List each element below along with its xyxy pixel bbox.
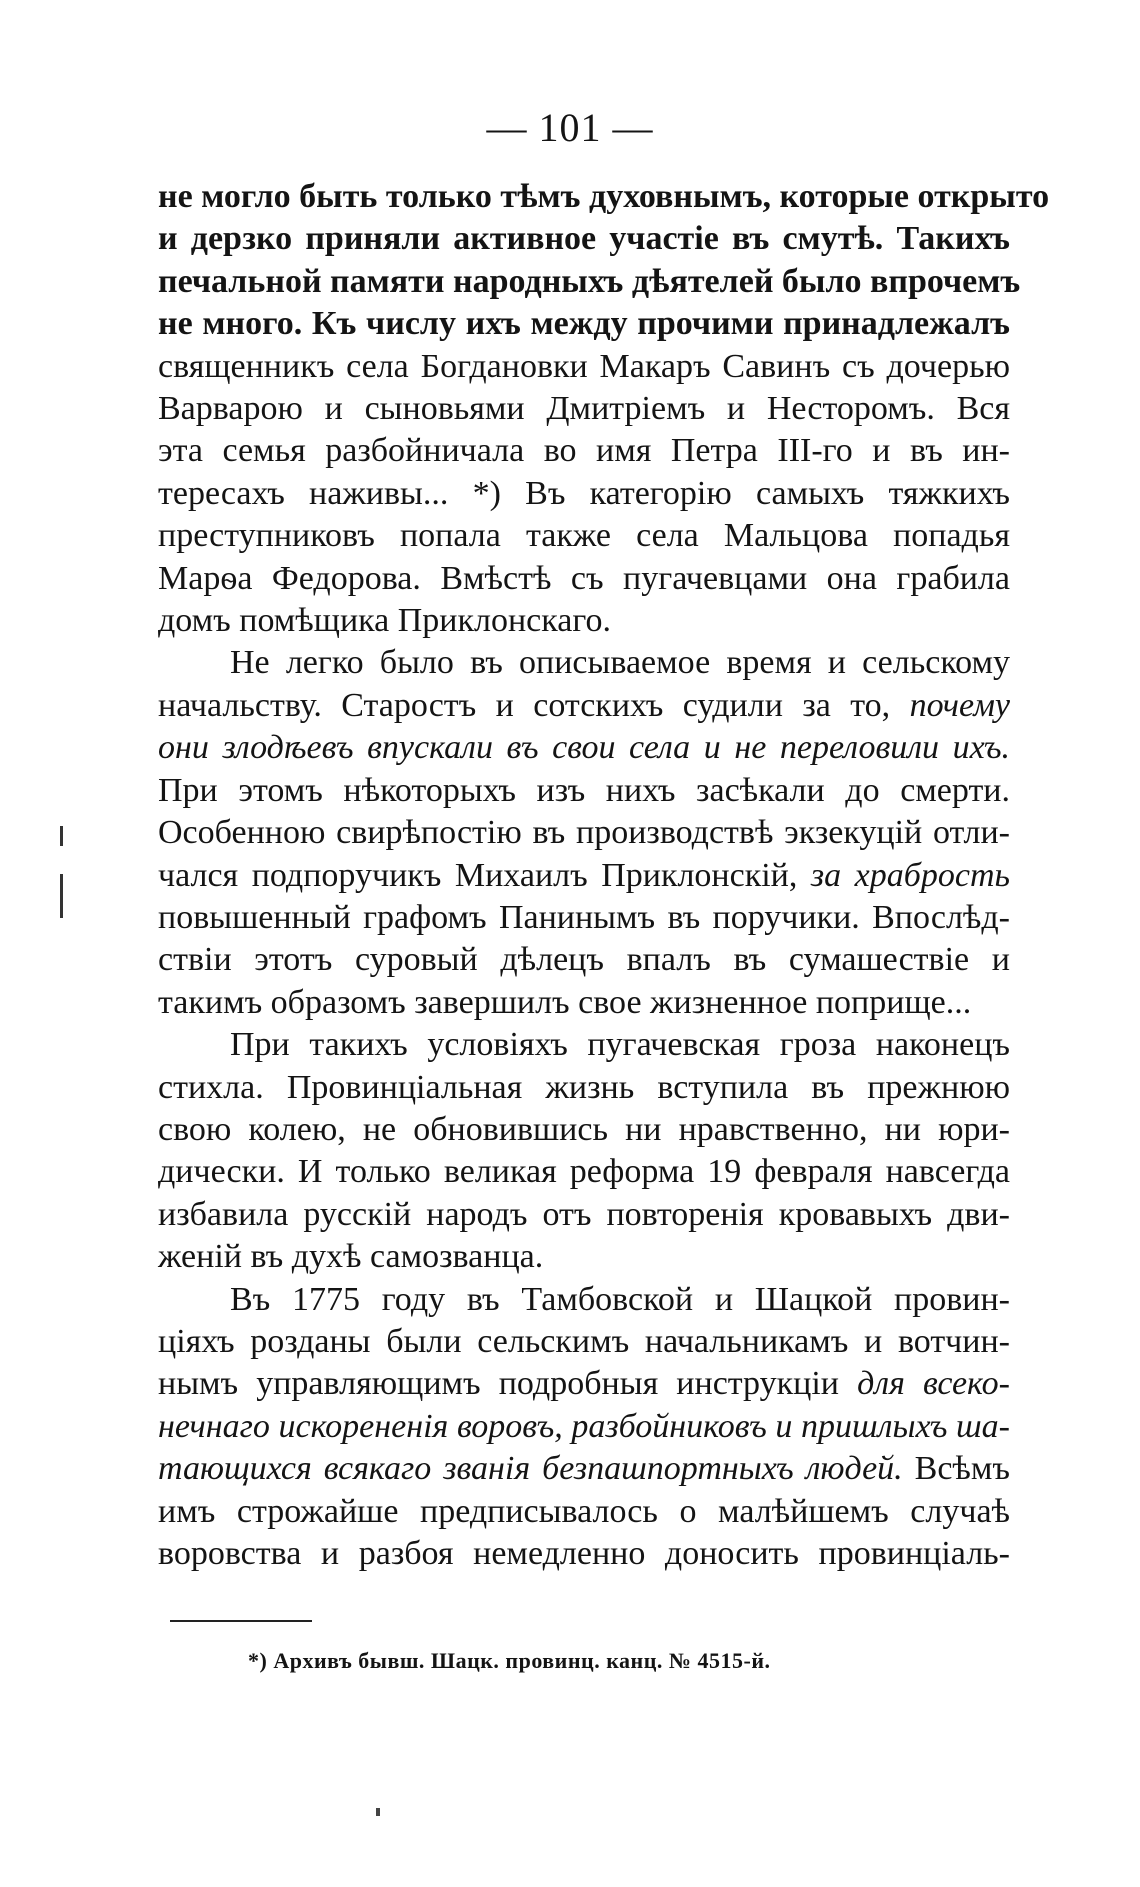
paragraph-3 [158, 1024, 1010, 1278]
text-line: Особенною свирѣпостію въ производствѣ экзекуцій отли- [158, 814, 1010, 852]
text-line [158, 1448, 1010, 1490]
text-line: имъ строжайше предписывалось о малѣйшемъ случаѣ [158, 1492, 1010, 1530]
text-line: повышенный графомъ Панинымъ въ поручики. Впослѣд- [158, 898, 1010, 936]
text-line [158, 855, 1010, 897]
text-line: воровства и разбоя немедленно доносить провинціаль- [158, 1535, 1010, 1572]
text-line: Марѳа Федорова. Вмѣстѣ съ пугачевцами она грабила [158, 559, 1010, 597]
italic-text: за храбрость [810, 856, 1010, 894]
paragraph-1 [158, 176, 1050, 642]
text-line: дически. И только великая реформа 19 февраля навсегда [158, 1153, 1010, 1191]
text-line: не могло быть только тѣмъ духовнымъ, которые открыто [158, 178, 1050, 215]
text-line: избавила русскій народъ отъ повторенія кровавыхъ дви- [158, 1195, 1010, 1233]
text-line: Въ 1775 году въ Тамбовской и Шацкой провин- [230, 1280, 1010, 1318]
italic-text-line: они злодѣевъ впускали въ свои села и не переловили ихъ. [158, 729, 1010, 767]
text-line: и дерзко приняли активное участіе въ смутѣ. Такихъ [158, 220, 1010, 258]
text-line: При этомъ нѣкоторыхъ изъ нихъ засѣкали до смерти. [158, 771, 1010, 809]
text-line: домъ помѣщика Приклонскаго. [158, 602, 611, 640]
page-number: — 101 — [486, 105, 654, 150]
text-segment: Всѣмъ [902, 1450, 1010, 1488]
text-line: преступниковъ попала также села Мальцова попадья [158, 517, 1010, 555]
italic-text: тающихся всякаго званія безпашпортныхъ людей. [158, 1450, 903, 1488]
body-text [158, 176, 1050, 1575]
text-line: ціяхъ розданы были сельскимъ начальникамъ и вотчин- [158, 1322, 1010, 1360]
stray-dot [376, 1808, 380, 1816]
text-segment: начальству. Старостъ и сотскихъ судили за то, [158, 686, 910, 724]
italic-text-line: нечнаго искорененія воровъ, разбойниковъ и пришлыхъ ша- [158, 1407, 1010, 1445]
italic-text: почему [909, 686, 1010, 724]
text-line: женій въ духѣ самозванца. [158, 1238, 544, 1276]
paragraph-4 [158, 1279, 1010, 1576]
text-segment: нымъ управляющимъ подробныя инструкціи [158, 1365, 858, 1403]
text-line: стихла. Провинціальная жизнь вступила въ прежнюю [158, 1068, 1010, 1106]
text-line: не много. Къ числу ихъ между прочими принадлежалъ [158, 305, 1010, 343]
text-line: При такихъ условіяхъ пугачевская гроза наконецъ [230, 1026, 1010, 1064]
italic-text: для всеко- [857, 1365, 1010, 1403]
text-line: Не легко было въ описываемое время и сельскому [230, 644, 1010, 682]
text-segment: чался подпоручикъ Михаилъ Приклонскій, [158, 856, 811, 894]
text-line [158, 1363, 1010, 1405]
text-line [158, 685, 1010, 727]
text-line: священникъ села Богдановки Макаръ Савинъ съ дочерью [158, 347, 1010, 385]
text-line: такимъ образомъ завершилъ свое жизненное поприще... [158, 983, 972, 1021]
text-line: свою колею, не обновившись ни нравственно, ни юри- [158, 1110, 1010, 1148]
footnote-divider [170, 1620, 312, 1622]
text-line: тересахъ наживы... *) Въ категорію самыхъ тяжкихъ [158, 474, 1010, 512]
text-line: эта семья разбойничала во имя Петра III-го и въ ин- [158, 432, 1010, 470]
text-line: ствіи этотъ суровый дѣлецъ впалъ въ сумашествіе и [158, 941, 1010, 979]
text-line: печальной памяти народныхъ дѣятелей было впрочемъ [158, 262, 1021, 300]
paragraph-2 [158, 642, 1010, 1024]
text-line: Варварою и сыновьями Дмитріемъ и Несторомъ. Вся [158, 390, 1010, 428]
margin-mark [60, 874, 63, 918]
footnote: *) Архивъ бывш. Шацк. провинц. канц. № 4515-й. [248, 1648, 771, 1673]
margin-mark [60, 826, 63, 846]
